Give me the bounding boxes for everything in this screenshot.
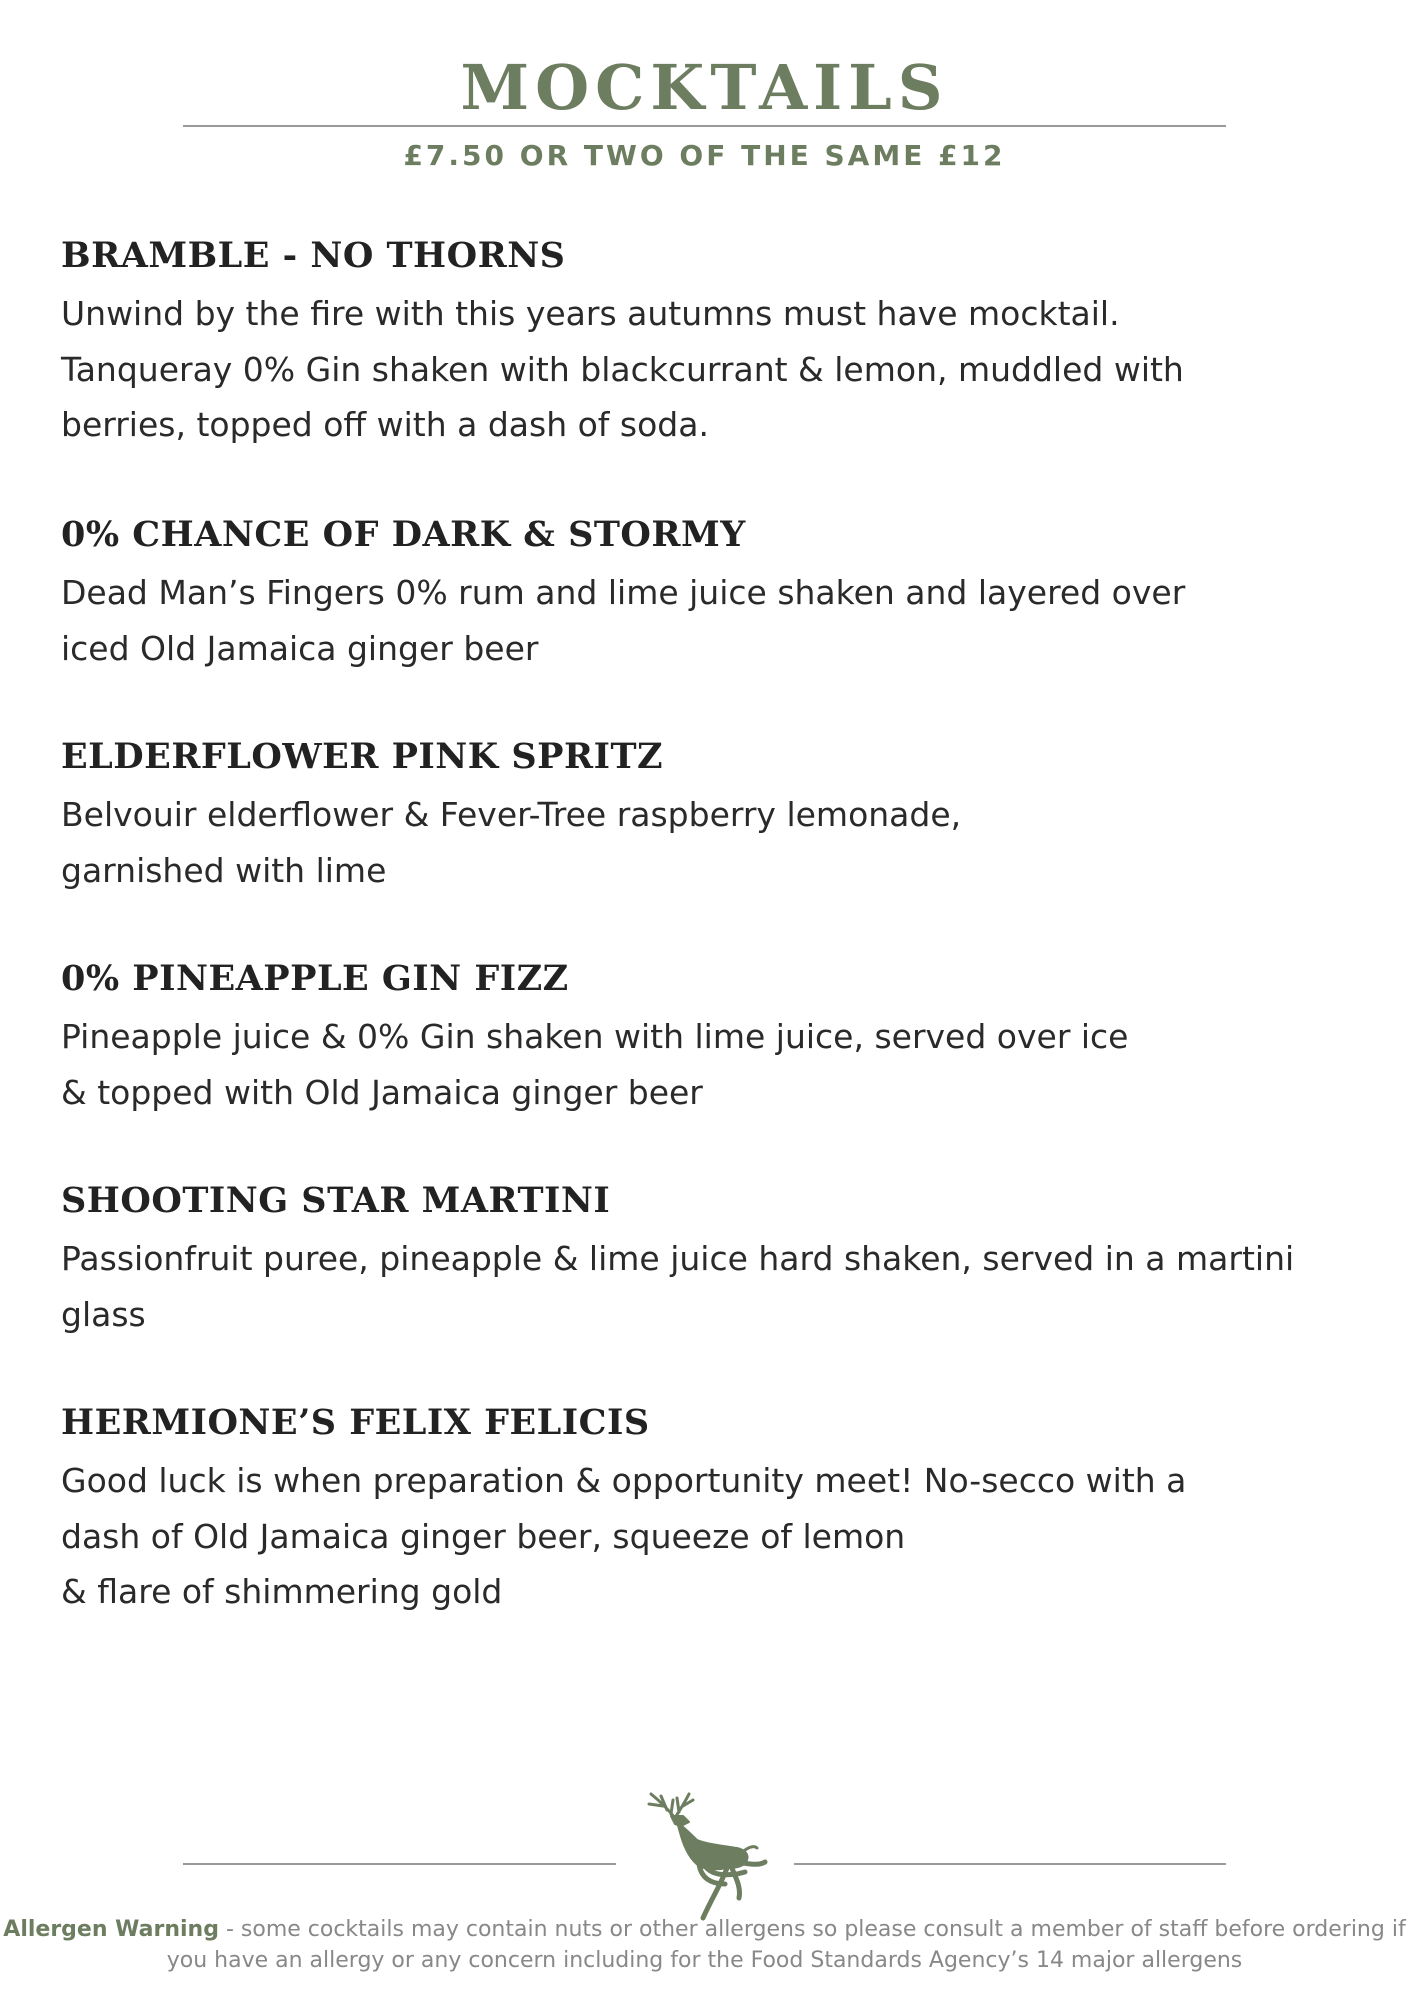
- drink-description: Pineapple juice & 0% Gin shaken with lime juice, served over ice & topped with Old Jamaica ginger beer: [61, 1017, 1129, 1112]
- allergen-line-2: you have an allergy or any concern including for the Food Standards Agency’s 14 major allergens: [166, 1948, 1243, 1973]
- footer-divider-right: [794, 1863, 1226, 1865]
- drink-item: [61, 1397, 1361, 1620]
- allergen-text: - some cocktails may contain nuts or other allergens so please consult a member of staff before ordering if: [218, 1917, 1406, 1942]
- drink-name: ELDERFLOWER PINK SPRITZ: [61, 736, 664, 777]
- drink-description: Unwind by the fire with this years autumns must have mocktail. Tanqueray 0% Gin shaken with blackcurrant & lemon, muddled with berries, topped off with a dash of soda.: [61, 294, 1184, 444]
- drink-name: 0% PINEAPPLE GIN FIZZ: [61, 958, 569, 999]
- drink-item: [61, 1175, 1361, 1342]
- drink-name: BRAMBLE - NO THORNS: [61, 235, 566, 276]
- drink-item: [61, 731, 1361, 898]
- drink-item: [61, 230, 1361, 453]
- drink-name: HERMIONE’S FELIX FELICIS: [61, 1402, 650, 1443]
- price-subtitle: £7.50 OR TWO OF THE SAME £12: [403, 139, 1006, 172]
- drink-name: SHOOTING STAR MARTINI: [61, 1180, 611, 1221]
- footer-divider-left: [183, 1863, 616, 1865]
- page-title: MOCKTAILS: [460, 51, 949, 124]
- allergen-label: Allergen Warning: [3, 1917, 219, 1942]
- drink-name: 0% CHANCE OF DARK & STORMY: [61, 514, 746, 555]
- allergen-line-1: [0, 1914, 1409, 1945]
- drink-description: Belvouir elderflower & Fever-Tree raspberry lemonade, garnished with lime: [61, 795, 962, 890]
- drink-item: [61, 509, 1361, 676]
- drink-item: [61, 953, 1361, 1120]
- drink-description: Dead Man’s Fingers 0% rum and lime juice shaken and layered over iced Old Jamaica ginger beer: [61, 573, 1186, 668]
- drink-description: Passionfruit puree, pineapple & lime juice hard shaken, served in a martini glass: [61, 1239, 1295, 1334]
- header-divider: [183, 125, 1226, 127]
- leaping-stag-icon: [641, 1788, 771, 1923]
- drink-description: Good luck is when preparation & opportunity meet! No-secco with a dash of Old Jamaica ginger beer, squeeze of lemon & flare of shimmering gold: [61, 1461, 1187, 1611]
- allergen-warning: [0, 1914, 1409, 1976]
